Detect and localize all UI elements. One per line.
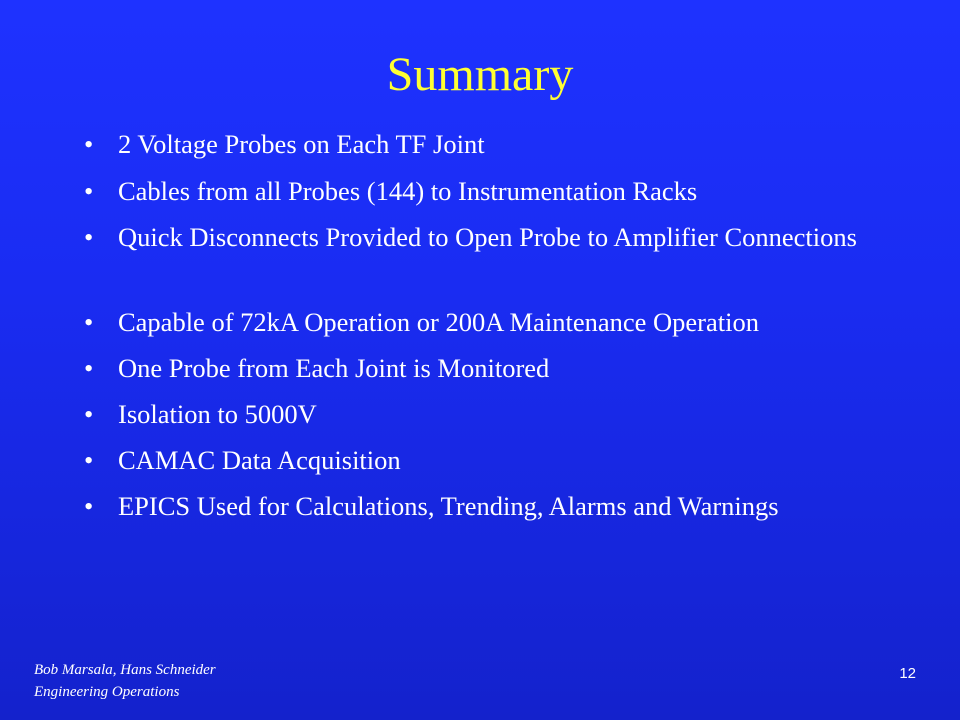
bullet-text: EPICS Used for Calculations, Trending, Alarms and Warnings bbox=[118, 491, 779, 521]
bullet-text: Isolation to 5000V bbox=[118, 399, 317, 429]
bullet-text: CAMAC Data Acquisition bbox=[118, 445, 401, 475]
page-number: 12 bbox=[899, 665, 916, 682]
footer-author bbox=[34, 659, 216, 703]
bullet-marker: • bbox=[84, 176, 94, 206]
bullet-text: 2 Voltage Probes on Each TF Joint bbox=[118, 129, 485, 159]
bullet-text: Cables from all Probes (144) to Instrumentation Racks bbox=[118, 176, 698, 206]
slide-title: Summary bbox=[386, 48, 574, 101]
bullet-text: Quick Disconnects Provided to Open Probe to Amplifier Connections bbox=[118, 222, 857, 252]
bullet-marker: • bbox=[84, 307, 94, 337]
bullet-text: One Probe from Each Joint is Monitored bbox=[118, 353, 550, 383]
bullet-marker: • bbox=[84, 129, 94, 159]
bullet-marker: • bbox=[84, 491, 94, 521]
bullet-marker: • bbox=[84, 353, 94, 383]
footer-author-names: Bob Marsala, Hans Schneider bbox=[34, 662, 216, 678]
bullet-text: Capable of 72kA Operation or 200A Maintenance Operation bbox=[118, 307, 759, 337]
bullet-marker: • bbox=[84, 399, 94, 429]
bullet-marker: • bbox=[84, 222, 94, 252]
footer-department: Engineering Operations bbox=[34, 684, 180, 700]
bullet-marker: • bbox=[84, 445, 94, 475]
